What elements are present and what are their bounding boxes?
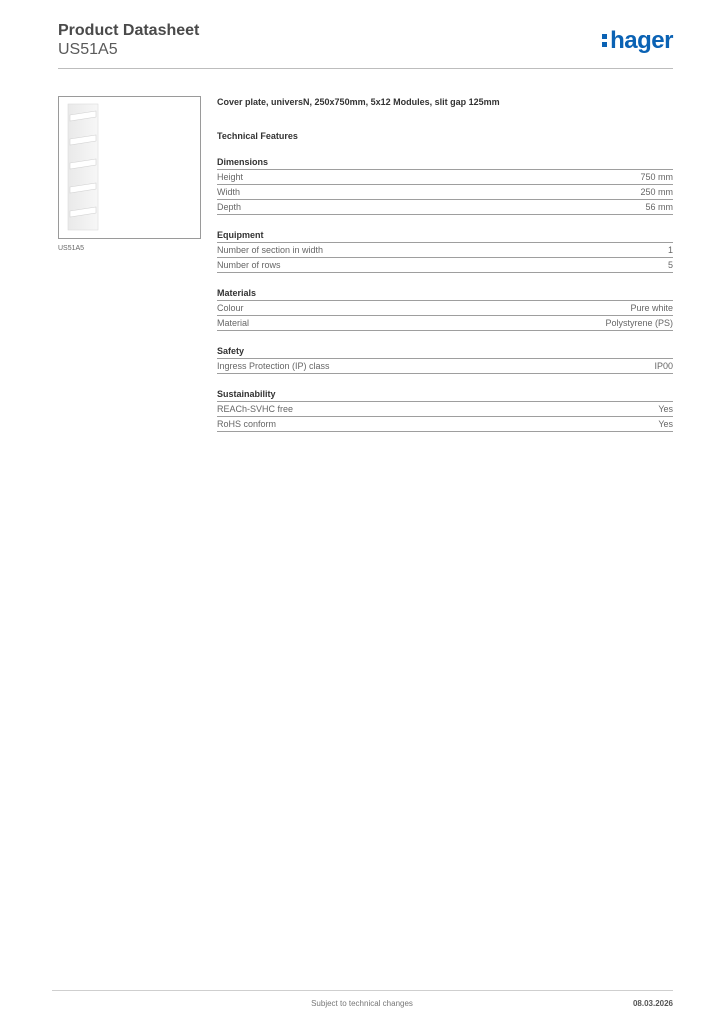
spec-value: 1 — [667, 245, 673, 255]
document-title: Product Datasheet — [58, 22, 200, 39]
spec-row — [217, 185, 673, 200]
footer-date: 08.03.2026 — [632, 999, 673, 1008]
spec-label: Colour — [217, 303, 244, 313]
spec-label: REACh-SVHC free — [217, 404, 294, 414]
product-code: US51A5 — [58, 41, 118, 58]
section-title: Dimensions — [217, 156, 673, 170]
hager-logo — [602, 28, 673, 54]
spec-label: RoHS conform — [217, 419, 277, 429]
spec-value: Yes — [658, 404, 673, 414]
spec-value: 56 mm — [645, 202, 673, 212]
header-divider — [58, 68, 673, 69]
spec-value: Yes — [658, 419, 673, 429]
spec-value: Pure white — [630, 303, 673, 313]
section-dimensions — [217, 156, 673, 215]
logo-text: hager — [610, 27, 673, 54]
spec-label: Number of rows — [217, 260, 281, 270]
spec-label: Number of section in width — [217, 245, 324, 255]
spec-label: Depth — [217, 202, 242, 212]
spec-value: 5 — [667, 260, 673, 270]
logo-colon-icon — [602, 31, 609, 49]
section-title: Equipment — [217, 229, 673, 243]
spec-row — [217, 258, 673, 273]
section-sustainability — [217, 388, 673, 432]
spec-row — [217, 402, 673, 417]
spec-label: Height — [217, 172, 244, 182]
spec-row — [217, 243, 673, 258]
section-equipment — [217, 229, 673, 273]
technical-features-heading: Technical Features — [217, 131, 298, 141]
datasheet-content — [217, 96, 673, 432]
spec-label: Material — [217, 318, 250, 328]
spec-value: 750 mm — [640, 172, 673, 182]
spec-row — [217, 316, 673, 331]
section-title: Safety — [217, 345, 673, 359]
page-header — [58, 22, 673, 59]
product-image-frame — [58, 96, 201, 239]
section-title: Materials — [217, 287, 673, 301]
spec-row — [217, 170, 673, 185]
spec-row — [217, 200, 673, 215]
spec-label: Ingress Protection (IP) class — [217, 361, 330, 371]
spec-value: 250 mm — [640, 187, 673, 197]
spec-value: Polystyrene (PS) — [605, 318, 673, 328]
spec-label: Width — [217, 187, 241, 197]
spec-row — [217, 301, 673, 316]
spec-row — [217, 417, 673, 432]
section-safety — [217, 345, 673, 374]
footer-note: Subject to technical changes — [311, 999, 413, 1008]
spec-row — [217, 359, 673, 374]
section-materials — [217, 287, 673, 331]
spec-value: IP00 — [654, 361, 673, 371]
cover-plate-image — [67, 103, 99, 231]
footer-divider — [52, 990, 673, 991]
product-description: Cover plate, universN, 250x750mm, 5x12 Modules, slit gap 125mm — [217, 97, 500, 107]
image-caption: US51A5 — [58, 245, 85, 252]
section-title: Sustainability — [217, 388, 673, 402]
